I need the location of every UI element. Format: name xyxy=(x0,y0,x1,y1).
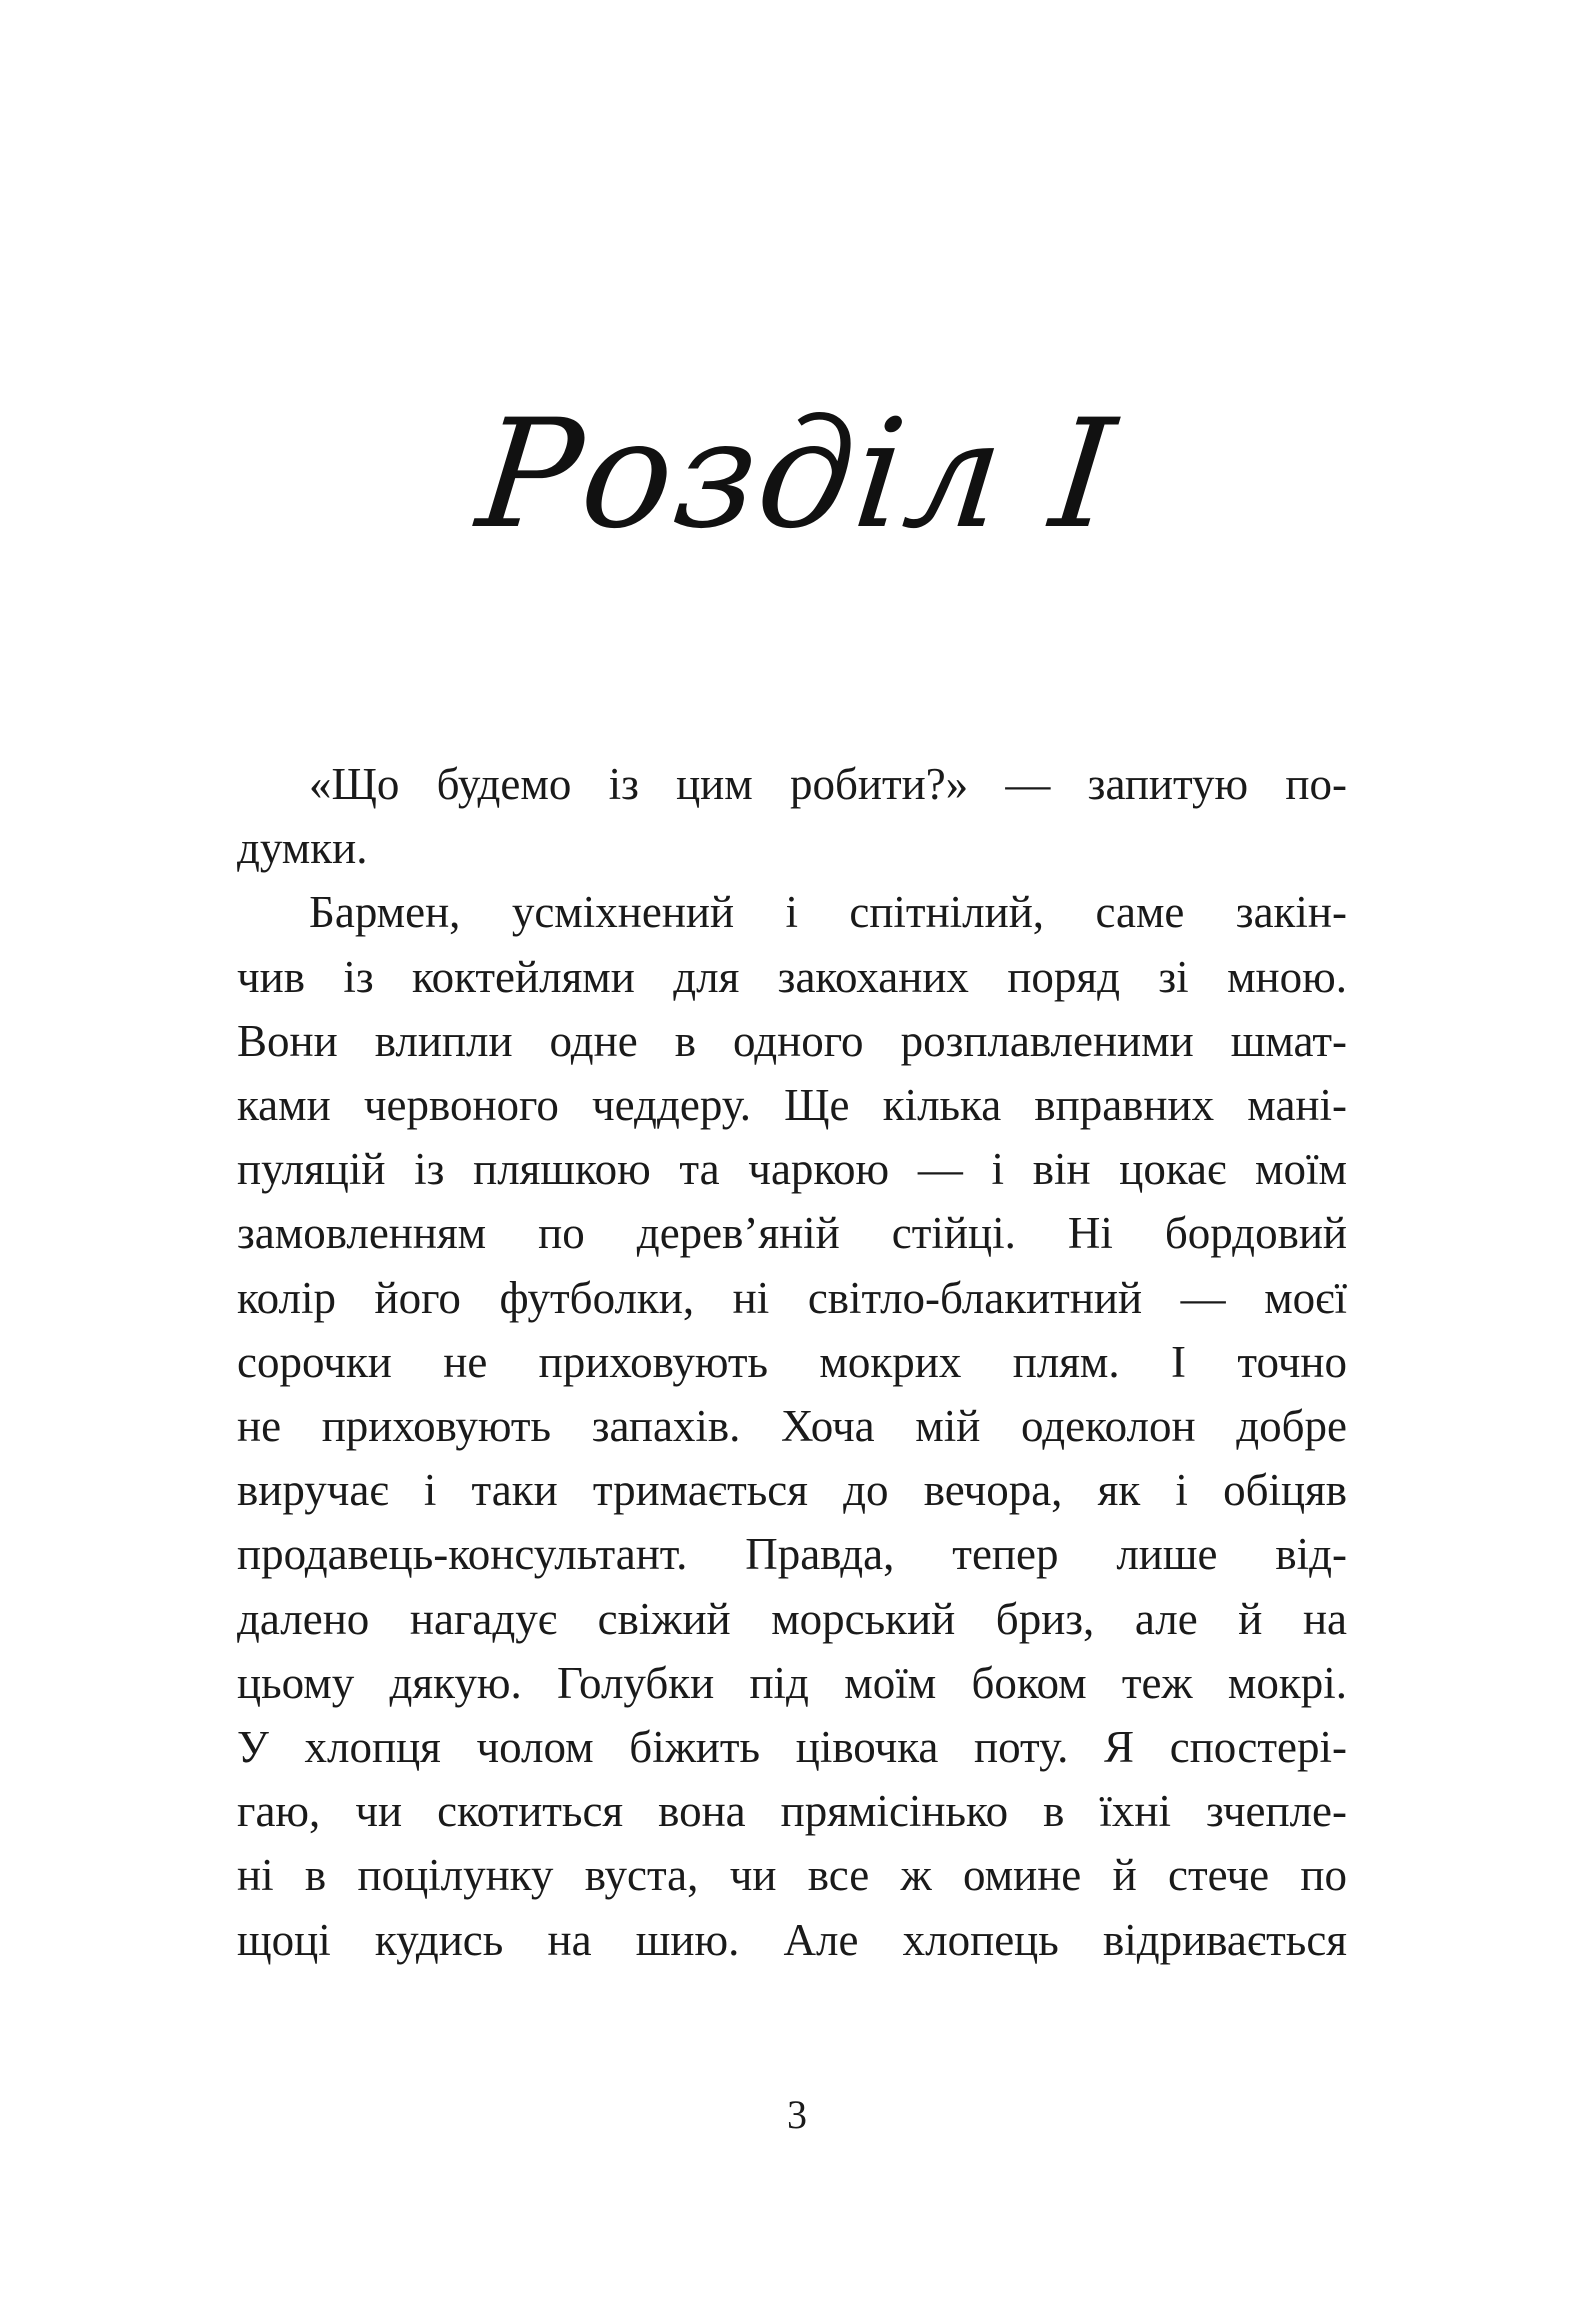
text-line: продавець-консультант. Правда, тепер лише від- xyxy=(237,1529,1347,1580)
text-line: цьому дякую. Голубки під моїм боком теж мокрі. xyxy=(237,1657,1347,1708)
text-line: Бармен, усміхнений і спітнілий, саме закін- xyxy=(309,887,1347,938)
body-text xyxy=(237,752,1347,1972)
paragraph-2 xyxy=(237,880,1347,1971)
text-line: чив із коктейлями для закоханих поряд зі мною. xyxy=(237,951,1347,1002)
text-line: думки. xyxy=(237,823,368,874)
text-line: гаю, чи скотиться вона прямісінько в їхні зчепле- xyxy=(237,1786,1347,1837)
text-line: щоці кудись на шию. Але хлопець відривається xyxy=(237,1914,1347,1965)
text-line: замовленням по дерев’яній стійці. Ні бордовий xyxy=(237,1208,1347,1259)
text-line: Вони влипли одне в одного розплавленими шмат- xyxy=(237,1015,1347,1066)
text-line: не приховують запахів. Хоча мій одеколон добре xyxy=(237,1401,1347,1452)
text-line: далено нагадує свіжий морський бриз, але й на xyxy=(237,1593,1347,1644)
text-line: колір його футболки, ні світло-блакитний — моєї xyxy=(237,1272,1347,1323)
text-line: виручає і таки тримається до вечора, як і обіцяв xyxy=(237,1465,1347,1516)
text-line: «Що будемо із цим робити?» — запитую по- xyxy=(309,759,1347,809)
paragraph-1 xyxy=(237,752,1347,880)
text-line: ками червоного чеддеру. Ще кілька вправних мані- xyxy=(237,1080,1347,1131)
text-line: пуляцій із пляшкою та чаркою — і він цокає моїм xyxy=(237,1144,1347,1195)
text-line: У хлопця чолом біжить цівочка поту. Я спостері- xyxy=(237,1722,1347,1773)
chapter-title: Розділ І xyxy=(470,388,1124,562)
page-number: 3 xyxy=(787,2092,807,2137)
text-line: сорочки не приховують мокрих плям. І точно xyxy=(237,1336,1347,1387)
text-line: ні в поцілунку вуста, чи все ж омине й стече по xyxy=(237,1850,1347,1901)
